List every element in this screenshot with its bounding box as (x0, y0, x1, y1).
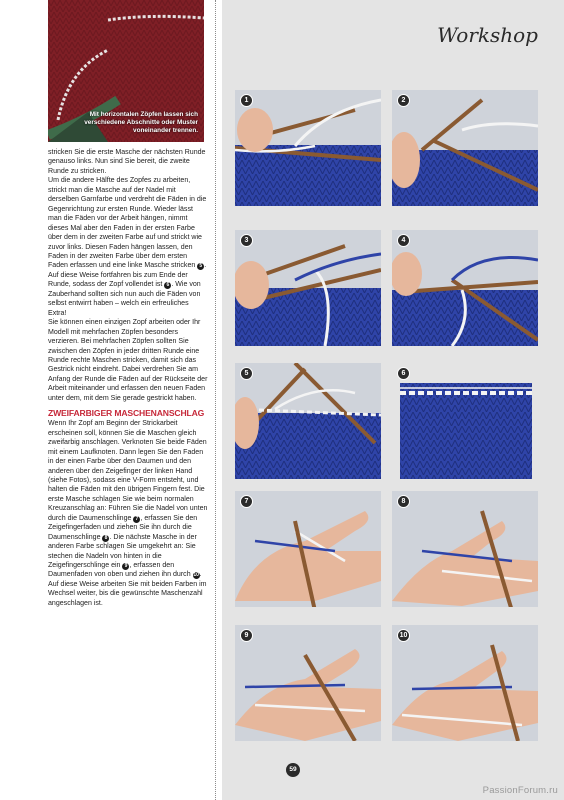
step-photo-7 (235, 491, 381, 607)
paragraph-text: Wenn Ihr Zopf am Beginn der Strickarbeit erscheinen soll, können Sie die Maschen gleich zweifarbig anschlagen. Verknoten Sie beide Fäden mit einem Laufknoten. Dann legen Sie den Faden in der einen Farbe über den Daumen und den anderen über den Zeigefinger der linken Hand (siehe Fotos), sodass eine V-Form entsteht, und halten die Fäden mit den übrigen Fingern fest. Die erste Masche schlagen Sie wie beim normalen Kreuzanschlag an: Führen Sie die Nadel von unten durch die Daumenschlinge (48, 420, 208, 522)
step-photo-1 (235, 90, 381, 206)
step-number-badge: 6 (397, 367, 410, 380)
article-text (48, 148, 208, 608)
step-number-badge: 10 (397, 629, 410, 642)
step-number-badge: 4 (397, 234, 410, 247)
step-number-badge: 7 (240, 495, 253, 508)
step-photo-10 (392, 625, 538, 741)
step-ref-badge: 8 (102, 535, 109, 542)
page-title: Workshop (437, 23, 538, 47)
paragraph (48, 176, 208, 318)
step-photo-8 (392, 491, 538, 607)
paragraph-text: , erfassen den Daumenfaden von oben und ziehen ihn durch (48, 562, 191, 579)
step-number-badge: 9 (240, 629, 253, 642)
step-number-badge: 1 (240, 94, 253, 107)
photo-caption: Mit horizontalen Zöpfen lassen sich verschiedene Abschnitte oder Muster voneinander trennen. (84, 111, 198, 134)
column-divider (215, 0, 216, 800)
paragraph (48, 148, 208, 176)
step-ref-badge: 7 (133, 516, 140, 523)
paragraph-text: . Auf diese Weise fortfahren bis zum Ende der Runde, sodass der Zopf vollendet ist (48, 262, 207, 289)
step-photo-4 (392, 230, 538, 346)
step-number-badge: 8 (397, 495, 410, 508)
step-photo-9 (235, 625, 381, 741)
step-photo-2 (392, 90, 538, 206)
step-photo-3 (235, 230, 381, 346)
paragraph-text: . Auf diese Weise arbeiten Sie mit beiden Farben im Wechsel weiter, bis die gewünschte Maschenzahl angeschlagen ist. (48, 571, 207, 607)
step-ref-badge: 6 (164, 282, 171, 289)
paragraph-text: . Wie von Zauberhand sollten sich nun auch die Fäden von selbst entwirrt haben – welch ein erfreuliches Extra! (48, 281, 201, 317)
sweater-cuff-photo (48, 0, 204, 142)
step-number-badge: 5 (240, 367, 253, 380)
paragraph-text: Sie können einen einzigen Zopf arbeiten oder Ihr Modell mit mehrfachen Zöpfen besonders verzieren. Bei mehrfachen Zöpfen sollten Sie zwischen den Zöpfen in jeder dritten Runde eine Runde rechte Maschen stricken, damit sich das Gestrick nicht eindreht. Dabei verdrehen Sie am Anfang der Runde die Fäden auf der Rückseite der Arbeit miteinander und erfassen den neuen Faden unter dem, mit dem Sie gerade gestrickt haben. (48, 319, 208, 402)
paragraph-text: , erfassen Sie den Zeigefingerfaden und ziehen Sie ihn durch die Daumenschlinge (48, 514, 198, 541)
paragraph (48, 419, 208, 608)
paragraph-text: Um die andere Hälfte des Zopfes zu arbeiten, strickt man die Masche auf der Nadel mit derselben Garnfarbe und verdreht die Fäden in die Gegenrichtung zur ersten Runde. Wieder lässt man die Fäden vor der Arbeit hängen, nimmt dieses Mal aber den Faden in der ersten Farbe über dem in der zweiten Farbe auf und strickt wie zuvor links. Diesen Faden hängen lassen, den Faden in der zweiten Farbe über dem ersten Faden erfassen und eine linke Masche stricken (48, 177, 207, 270)
paragraph-text: stricken Sie die erste Masche der nächsten Runde genauso links. Nun sind Sie bereit, die zweite Runde zu stricken. (48, 149, 206, 175)
step-number-badge: 3 (240, 234, 253, 247)
step-photo-6 (392, 363, 538, 479)
watermark: PassionForum.ru (482, 785, 558, 796)
step-number-badge: 2 (397, 94, 410, 107)
step-ref-badge: 5 (197, 263, 204, 270)
paragraph (48, 318, 208, 403)
step-ref-badge: 10 (193, 572, 199, 579)
step-photo-5 (235, 363, 381, 479)
section-heading: ZWEIFARBIGER MASCHENANSCHLAG (48, 408, 205, 419)
paragraph-text: . Die nächste Masche in der anderen Farbe schlagen Sie umgekehrt an: Sie stechen die Nadeln von hinten in die Zeigefingerschlinge ein (48, 533, 197, 570)
page-number: 59 (286, 763, 300, 777)
step-ref-badge: 9 (122, 563, 129, 570)
